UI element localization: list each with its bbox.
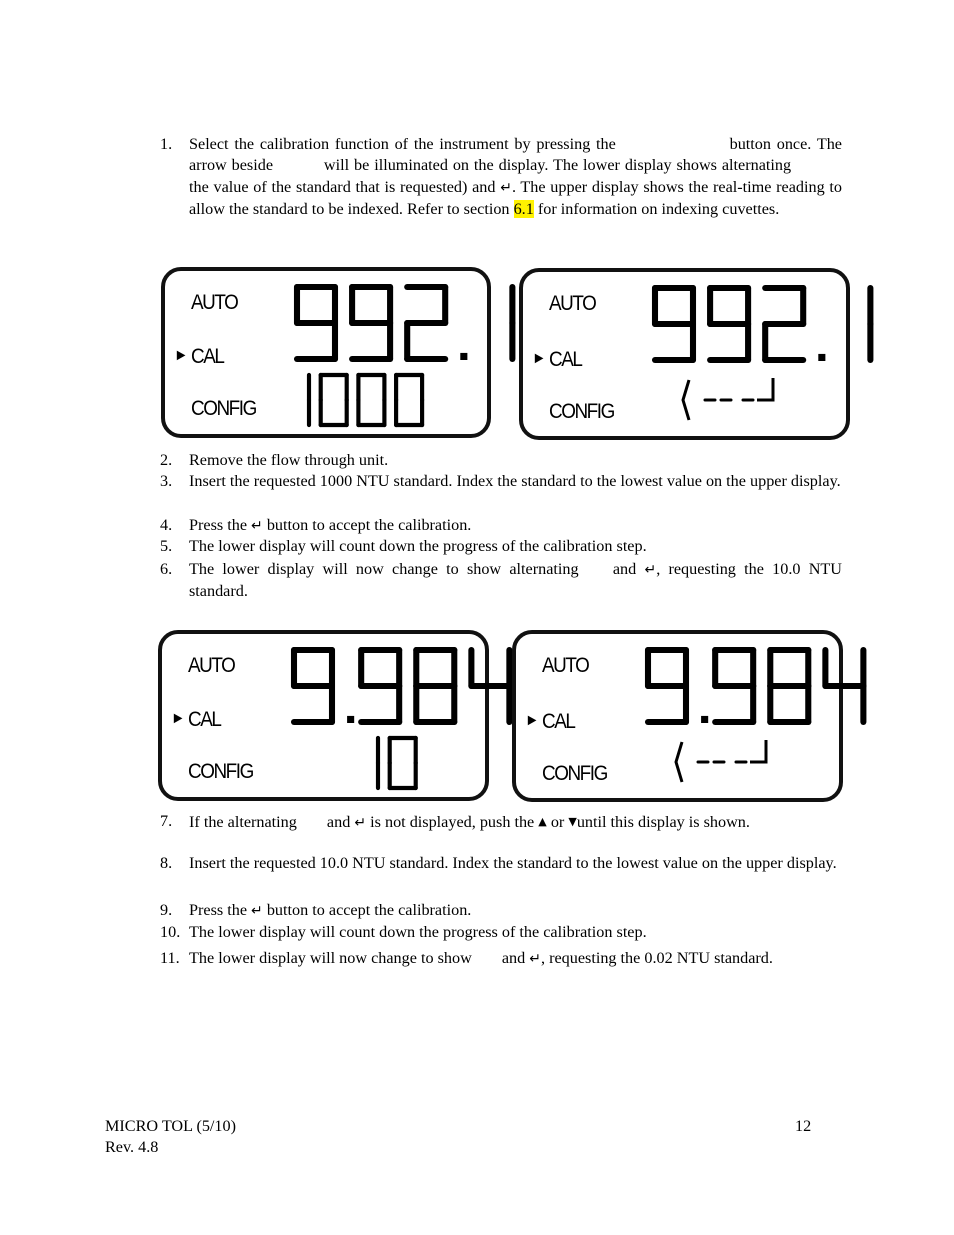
step-number: 9.: [160, 901, 173, 919]
up-arrow-icon[interactable]: ▲: [538, 815, 547, 828]
label-config: CONFIG: [549, 400, 614, 423]
cal-arrow-icon: ►: [525, 712, 538, 729]
digit-9: [655, 288, 693, 360]
page-number: 12: [795, 1117, 812, 1135]
digit-9: [294, 650, 332, 722]
return-icon: ↵: [644, 562, 657, 578]
digit-8: [770, 650, 808, 722]
label-config: CONFIG: [542, 762, 607, 785]
step-6: [160, 559, 842, 603]
cal-arrow-icon: ►: [532, 350, 545, 367]
step-10: [160, 922, 842, 943]
step-text: If the alternating and ↵ is not displayed, push the ▲ or ▼until this display is shown.: [189, 813, 750, 831]
digit-0: [396, 375, 422, 425]
footer-doc-title: MICRO TOL (5/10): [105, 1117, 237, 1135]
segment-readout: [162, 634, 493, 805]
step-number: 6.: [160, 560, 173, 578]
step-text: The lower display will now change to show alternating and ↵, requesting the 10.0 NTU standard.: [189, 560, 842, 601]
return-icon: ↵: [251, 518, 263, 534]
step-8: [160, 853, 842, 874]
return-icon: ↵: [529, 951, 541, 967]
step-text: Press the ↵ button to accept the calibration.: [189, 516, 472, 534]
label-auto: AUTO: [191, 291, 238, 314]
digit-0: [321, 375, 347, 425]
step-number: 1.: [160, 135, 173, 153]
c-segment: [676, 742, 682, 782]
step-3: [160, 471, 842, 492]
step-text: The lower display will now change to show and ↵, requesting the 0.02 NTU standard.: [189, 949, 773, 967]
step-2: [160, 450, 842, 471]
lcd-display-3: [158, 630, 489, 801]
label-auto: AUTO: [542, 654, 589, 677]
step-1: [160, 134, 842, 221]
label-auto: AUTO: [188, 654, 235, 677]
label-cal: CAL: [188, 708, 221, 731]
step-number: 4.: [160, 516, 173, 534]
return-icon: ↵: [500, 179, 512, 196]
step-text: Press the ↵ button to accept the calibration.: [189, 901, 472, 919]
digit-9: [648, 650, 686, 722]
lcd-display-1: [161, 267, 491, 438]
footer-revision: Rev. 4.8: [105, 1138, 159, 1156]
lower-readout: [378, 738, 416, 788]
step-number: 11.: [160, 949, 180, 967]
lower-cal-prompt: [676, 740, 766, 782]
decimal-point: [818, 354, 825, 361]
lcd-display-4: [512, 630, 843, 802]
digit-0: [390, 738, 416, 788]
step-text: The lower display will count down the progress of the calibration step.: [189, 537, 647, 555]
section-link[interactable]: 6.1: [513, 200, 534, 219]
cal-arrow-icon: ►: [171, 710, 184, 727]
return-icon: ↵: [251, 903, 263, 919]
digit-4: [825, 650, 863, 722]
label-cal: CAL: [549, 348, 582, 371]
decimal-point: [460, 353, 467, 360]
cal-arrow-icon: ►: [174, 347, 187, 364]
step-number: 8.: [160, 854, 173, 872]
segment-readout: [523, 272, 854, 444]
step-text: The lower display will count down the progress of the calibration step.: [189, 923, 647, 941]
label-config: CONFIG: [191, 397, 256, 420]
step-text: Select the calibration function of the instrument by pressing the button once. The arrow beside will be illuminated on the display. The lower display shows alternating the value of the standard that is requested) and ↵. The upper display shows the real-time reading to allow the standard to be indexed. Refer to section 6.1 for information on indexing cuvettes.: [189, 135, 842, 219]
decimal-point: [701, 716, 708, 723]
step-4: [160, 515, 842, 537]
label-cal: CAL: [191, 345, 224, 368]
step-number: 2.: [160, 451, 173, 469]
digit-9: [715, 650, 753, 722]
return-icon: ↵: [354, 815, 367, 831]
step-number: 5.: [160, 537, 173, 555]
step-7: [160, 811, 842, 834]
upper-readout: [294, 650, 509, 723]
digit-9: [297, 287, 335, 359]
label-auto: AUTO: [549, 292, 596, 315]
upper-readout: [648, 650, 863, 723]
digit-9: [352, 287, 390, 359]
step-9: [160, 900, 842, 922]
return-segment: [757, 378, 773, 400]
step-text: Remove the flow through unit.: [189, 451, 389, 469]
segment-readout: [516, 634, 847, 806]
lower-readout: [309, 375, 422, 425]
down-arrow-icon[interactable]: ▼: [568, 815, 577, 828]
digit-2: [407, 287, 445, 359]
label-cal: CAL: [542, 710, 575, 733]
c-segment: [683, 380, 689, 420]
digit-4: [471, 650, 509, 722]
label-config: CONFIG: [188, 760, 253, 783]
step-number: 10.: [160, 923, 181, 941]
lower-cal-prompt: [683, 378, 773, 420]
return-segment: [750, 740, 766, 762]
step-number: 7.: [160, 812, 173, 830]
digit-9: [361, 650, 399, 722]
step-number: 3.: [160, 472, 173, 490]
digit-9: [710, 288, 748, 360]
step-text: Insert the requested 1000 NTU standard. Index the standard to the lowest value on the upper display.: [189, 472, 841, 490]
step-11: [160, 948, 842, 970]
segment-readout: [165, 271, 495, 442]
digit-0: [358, 375, 384, 425]
digit-2: [765, 288, 803, 360]
lcd-display-2: [519, 268, 850, 440]
digit-8: [416, 650, 454, 722]
upper-readout: [297, 287, 512, 360]
decimal-point: [347, 716, 354, 723]
step-text: Insert the requested 10.0 NTU standard. Index the standard to the lowest value on the upper display.: [189, 854, 837, 872]
upper-readout: [655, 288, 870, 361]
step-5: [160, 536, 842, 557]
